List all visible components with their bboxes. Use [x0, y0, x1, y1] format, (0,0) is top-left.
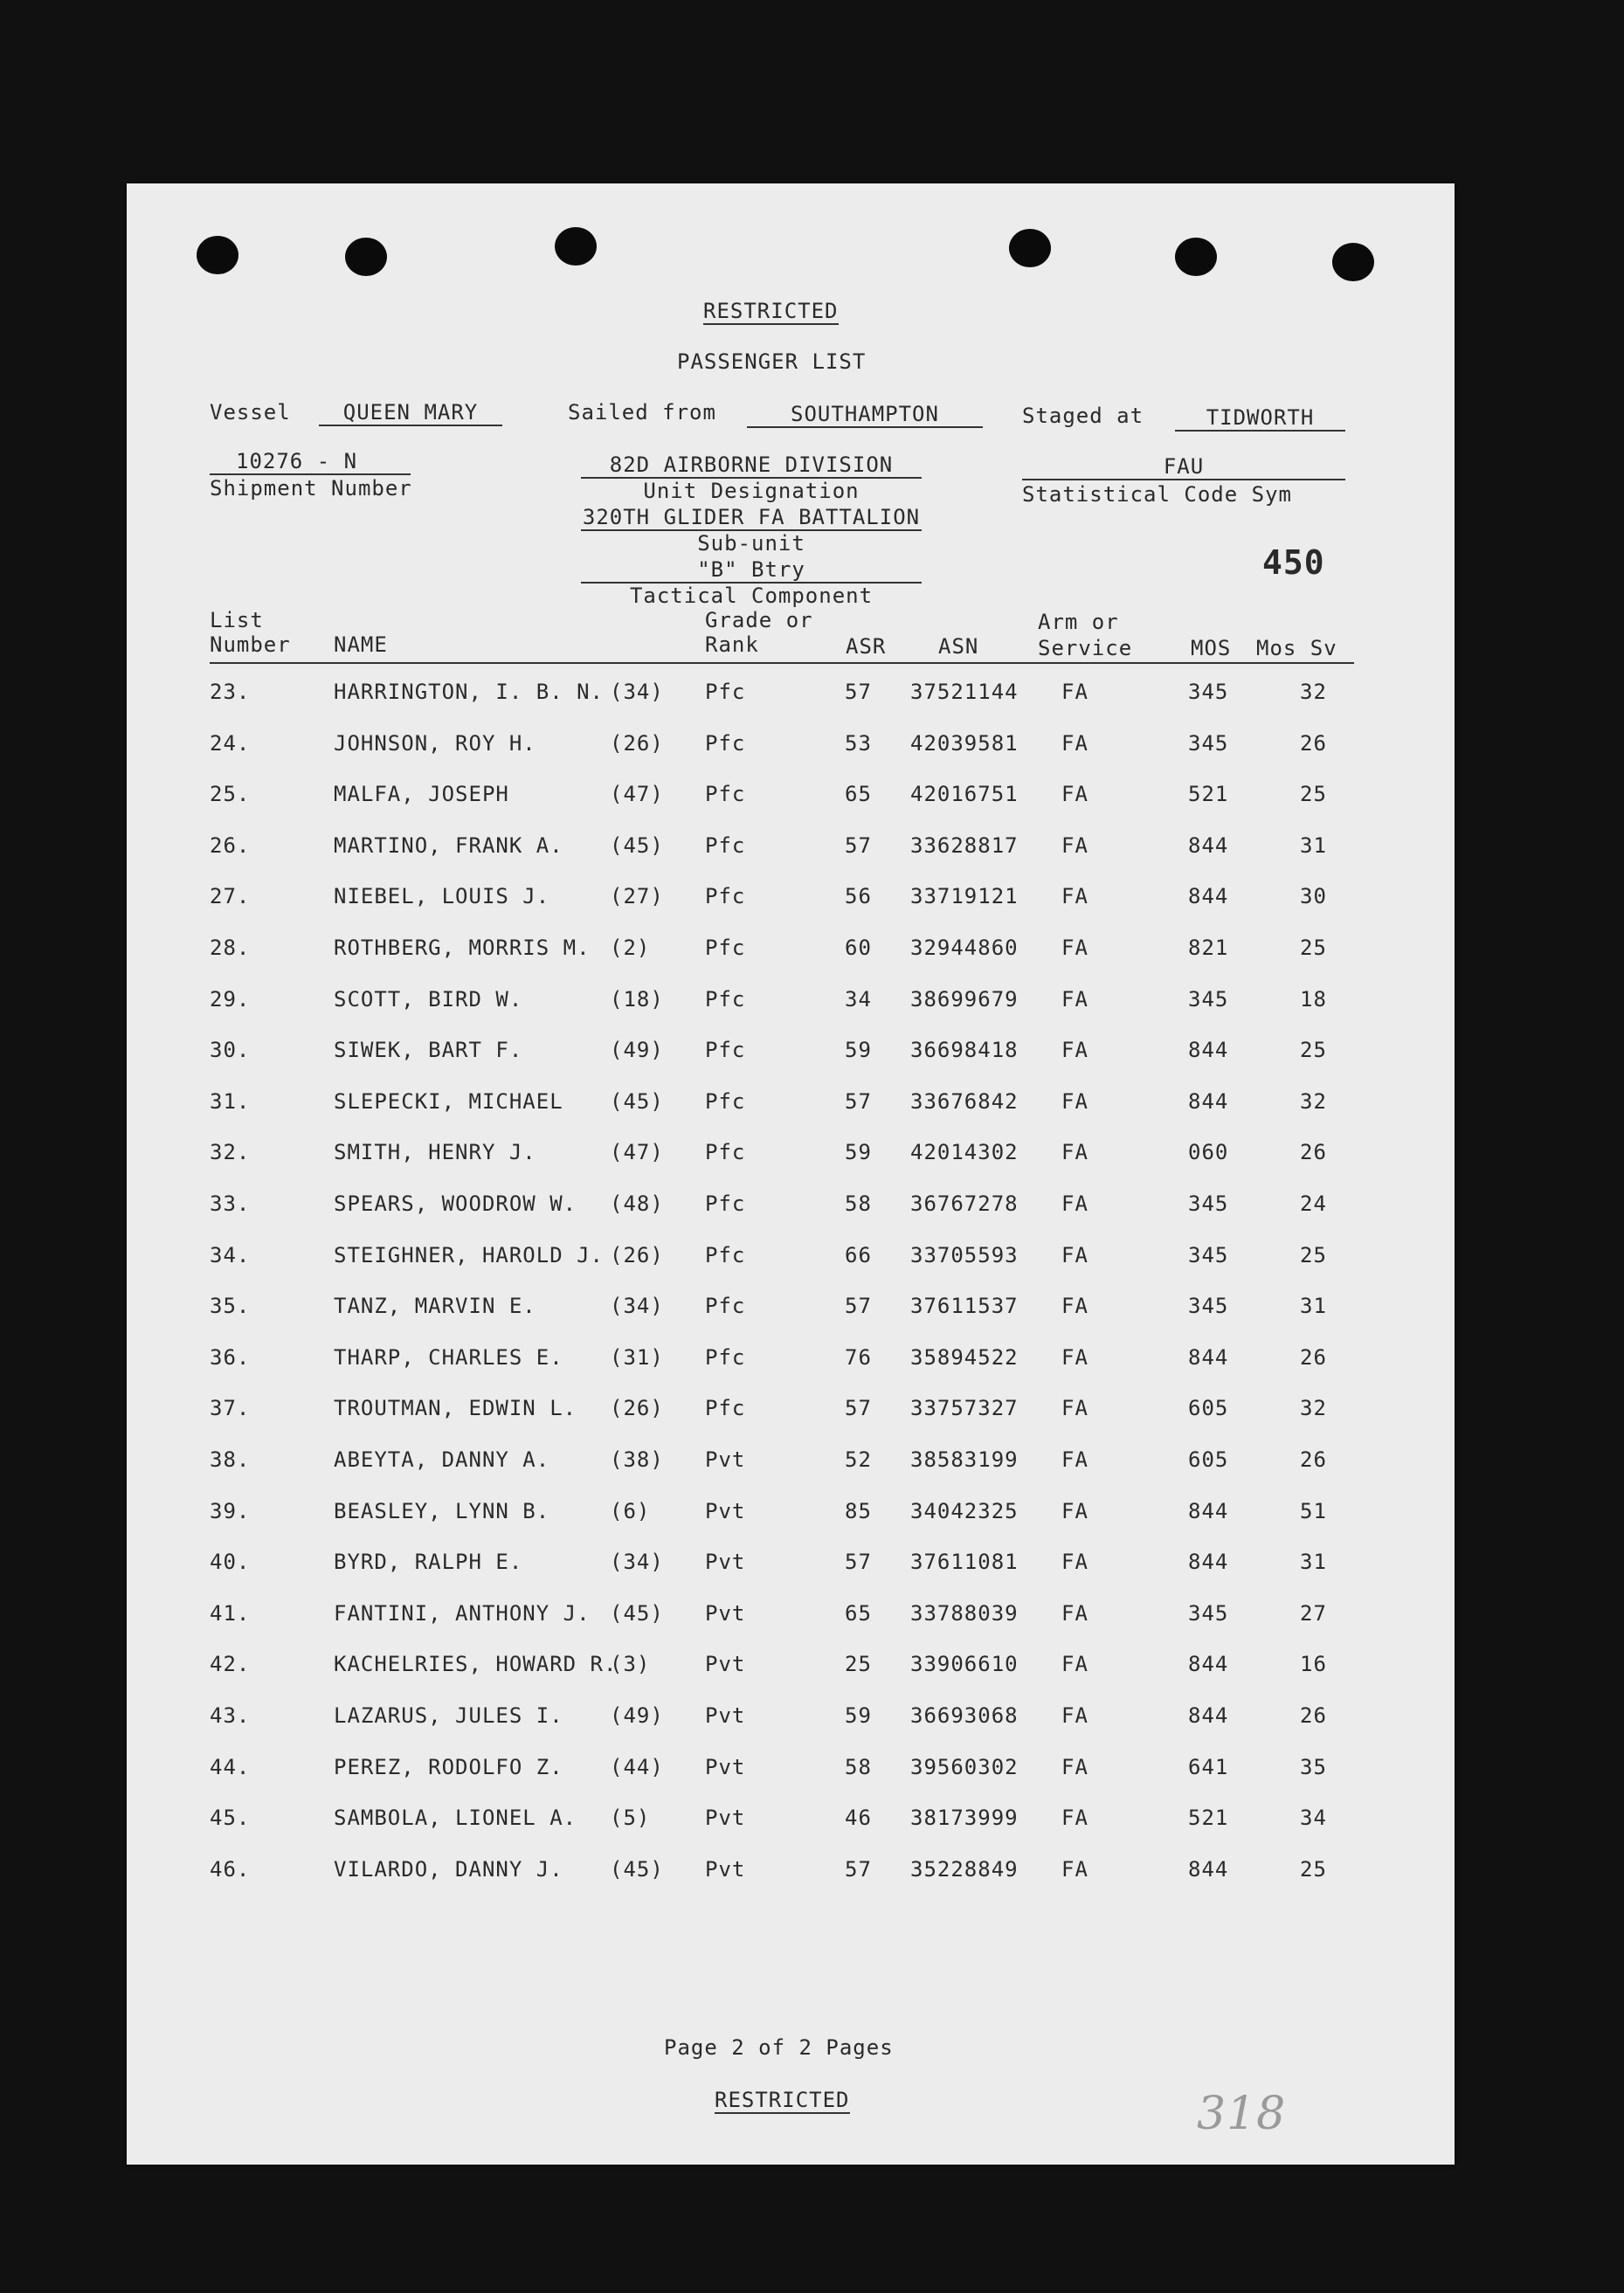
code-cell: (49): [610, 1038, 664, 1063]
col-asn: ASN: [938, 634, 979, 659]
code-cell: (44): [610, 1754, 664, 1779]
unit-designation: 82D AIRBORNE DIVISION: [581, 452, 922, 479]
table-row: [127, 1806, 1455, 1841]
asr-cell: 52: [845, 1447, 872, 1472]
asr-cell: 65: [845, 782, 872, 807]
asn-cell: 37521144: [910, 680, 1019, 704]
classification-top: RESTRICTED: [703, 299, 839, 323]
asn-cell: 36698418: [910, 1038, 1019, 1063]
arm-service-cell: FA: [1061, 1600, 1088, 1626]
mos-sv-cell: 25: [1300, 1242, 1327, 1267]
passenger-name-cell: BEASLEY, LYNN B.: [334, 1498, 550, 1523]
asr-cell: 34: [845, 986, 872, 1012]
mos-cell: 605: [1188, 1396, 1229, 1421]
arm-service-cell: FA: [1061, 1754, 1088, 1779]
mos-sv-cell: 25: [1300, 1038, 1327, 1063]
asn-cell: 33676842: [910, 1088, 1019, 1114]
asn-cell: 33788039: [910, 1600, 1019, 1626]
grade-cell: Pvt: [705, 1600, 746, 1626]
punch-hole: [1009, 229, 1051, 267]
list-number-cell: 26.: [210, 832, 251, 858]
passenger-name-cell: FANTINI, ANTHONY J.: [334, 1600, 591, 1626]
asn-cell: 38583199: [910, 1447, 1019, 1472]
code-cell: (47): [610, 1140, 664, 1165]
passenger-name-cell: SMITH, HENRY J.: [334, 1140, 536, 1165]
arm-service-cell: FA: [1061, 1038, 1088, 1063]
list-number-cell: 28.: [210, 936, 251, 960]
document-sheet: [127, 183, 1455, 2165]
asr-cell: 53: [845, 730, 872, 756]
asr-cell: 57: [845, 1550, 872, 1575]
grade-cell: Pfc: [705, 1344, 746, 1370]
asn-cell: 36693068: [910, 1703, 1019, 1728]
list-number-cell: 42.: [210, 1652, 251, 1677]
code-cell: (45): [610, 1088, 664, 1114]
asr-cell: 56: [845, 884, 872, 909]
passenger-name-cell: SAMBOLA, LIONEL A.: [334, 1806, 577, 1831]
mos-sv-cell: 24: [1300, 1191, 1327, 1216]
asr-cell: 57: [845, 1088, 872, 1114]
col-mos-sv: Mos Sv: [1256, 636, 1337, 660]
grade-cell: Pfc: [705, 884, 746, 909]
code-cell: (5): [610, 1806, 651, 1831]
tactical-label: Tactical Component: [629, 584, 874, 608]
code-cell: (45): [610, 1600, 664, 1626]
passenger-name-cell: TROUTMAN, EDWIN L.: [334, 1396, 577, 1421]
mos-sv-cell: 25: [1300, 1856, 1327, 1882]
arm-service-cell: FA: [1061, 782, 1088, 807]
list-number-cell: 24.: [210, 730, 251, 756]
mos-cell: 844: [1188, 1038, 1229, 1063]
handwritten-number: 318: [1197, 2088, 1287, 2140]
arm-service-cell: FA: [1061, 936, 1088, 960]
subunit-label: Sub-unit: [697, 531, 805, 556]
asn-cell: 35228849: [910, 1856, 1019, 1882]
mos-sv-cell: 26: [1300, 1703, 1327, 1728]
mos-sv-cell: 35: [1300, 1754, 1327, 1779]
unit-label: Unit Designation: [643, 479, 860, 503]
asr-cell: 46: [845, 1806, 872, 1831]
list-number-cell: 36.: [210, 1344, 251, 1370]
mos-sv-cell: 16: [1300, 1652, 1327, 1677]
vessel-label: Vessel: [210, 400, 291, 425]
asr-cell: 57: [845, 680, 872, 704]
col-number: Number: [210, 632, 291, 657]
classification-bottom: RESTRICTED: [715, 2088, 850, 2112]
passenger-name-cell: SPEARS, WOODROW W.: [334, 1191, 577, 1216]
asr-cell: 57: [845, 1856, 872, 1882]
code-cell: (27): [610, 884, 664, 909]
grade-cell: Pvt: [705, 1754, 746, 1779]
list-number-cell: 45.: [210, 1806, 251, 1831]
mos-sv-cell: 32: [1300, 680, 1327, 704]
code-cell: (49): [610, 1703, 664, 1728]
asn-cell: 33705593: [910, 1242, 1019, 1267]
col-service: Service: [1038, 636, 1133, 660]
grade-cell: Pfc: [705, 986, 746, 1012]
grade-cell: Pvt: [705, 1856, 746, 1882]
arm-service-cell: FA: [1061, 1396, 1088, 1421]
grade-cell: Pvt: [705, 1652, 746, 1677]
asr-cell: 65: [845, 1600, 872, 1626]
sailed-value: SOUTHAMPTON: [747, 402, 983, 428]
arm-service-cell: FA: [1061, 1191, 1088, 1216]
asr-cell: 59: [845, 1038, 872, 1063]
arm-service-cell: FA: [1061, 1344, 1088, 1370]
shipment-number: 10276 - N: [210, 449, 411, 475]
col-rank: Rank: [705, 632, 759, 657]
list-number-cell: 44.: [210, 1754, 251, 1779]
asr-cell: 58: [845, 1754, 872, 1779]
code-cell: (18): [610, 986, 664, 1012]
list-number-cell: 29.: [210, 986, 251, 1012]
arm-service-cell: FA: [1061, 1294, 1088, 1319]
mos-sv-cell: 26: [1300, 1447, 1327, 1472]
arm-service-cell: FA: [1061, 1703, 1088, 1728]
col-arm: Arm or: [1038, 610, 1119, 634]
passenger-name-cell: BYRD, RALPH E.: [334, 1550, 523, 1575]
grade-cell: Pvt: [705, 1703, 746, 1728]
document-title: PASSENGER LIST: [677, 349, 867, 374]
table-row: [127, 1396, 1455, 1431]
asr-cell: 57: [845, 1294, 872, 1319]
punch-hole: [197, 236, 238, 274]
punch-hole: [1175, 238, 1217, 276]
code-cell: (38): [610, 1447, 664, 1472]
grade-cell: Pfc: [705, 782, 746, 807]
asr-cell: 57: [845, 832, 872, 858]
grade-cell: Pfc: [705, 832, 746, 858]
passenger-name-cell: MALFA, JOSEPH: [334, 782, 509, 807]
arm-service-cell: FA: [1061, 884, 1088, 909]
table-row: [127, 782, 1455, 817]
grade-cell: Pfc: [705, 1038, 746, 1063]
passenger-name-cell: SLEPECKI, MICHAEL: [334, 1088, 563, 1114]
mos-cell: 844: [1188, 1856, 1229, 1882]
stat-label: Statistical Code Sym: [1022, 482, 1292, 507]
mos-cell: 844: [1188, 1344, 1229, 1370]
shipment-label: Shipment Number: [210, 476, 412, 501]
code-cell: (31): [610, 1344, 664, 1370]
asn-cell: 34042325: [910, 1498, 1019, 1523]
arm-service-cell: FA: [1061, 1242, 1088, 1267]
asn-cell: 35894522: [910, 1344, 1019, 1370]
list-number-cell: 25.: [210, 782, 251, 807]
arm-service-cell: FA: [1061, 986, 1088, 1012]
code-cell: (45): [610, 1856, 664, 1882]
asr-cell: 66: [845, 1242, 872, 1267]
arm-service-cell: FA: [1061, 1447, 1088, 1472]
mos-cell: 345: [1188, 1294, 1229, 1319]
table-row: [127, 1345, 1455, 1380]
mos-sv-cell: 31: [1300, 1294, 1327, 1319]
grade-cell: Pfc: [705, 730, 746, 756]
grade-cell: Pfc: [705, 1294, 746, 1319]
table-row: [127, 1601, 1455, 1636]
table-row: [127, 884, 1455, 919]
arm-service-cell: FA: [1061, 1550, 1088, 1575]
passenger-name-cell: LAZARUS, JULES I.: [334, 1703, 563, 1728]
asr-cell: 85: [845, 1498, 872, 1523]
punch-hole: [345, 238, 387, 276]
asn-cell: 37611537: [910, 1294, 1019, 1319]
grade-cell: Pvt: [705, 1447, 746, 1472]
mos-sv-cell: 32: [1300, 1396, 1327, 1421]
list-number-cell: 30.: [210, 1038, 251, 1063]
list-number-cell: 40.: [210, 1550, 251, 1575]
asn-cell: 33719121: [910, 884, 1019, 909]
col-mos: MOS: [1191, 636, 1232, 660]
grade-cell: Pfc: [705, 936, 746, 960]
mos-cell: 821: [1188, 936, 1229, 960]
mos-cell: 844: [1188, 1088, 1229, 1114]
arm-service-cell: FA: [1061, 832, 1088, 858]
table-row: [127, 1294, 1455, 1329]
list-number-cell: 33.: [210, 1191, 251, 1216]
mos-cell: 521: [1188, 782, 1229, 807]
col-asr: ASR: [846, 634, 887, 659]
code-cell: (34): [610, 1550, 664, 1575]
mos-cell: 345: [1188, 1191, 1229, 1216]
punch-hole: [555, 227, 597, 266]
grade-cell: Pvt: [705, 1498, 746, 1523]
list-number-cell: 39.: [210, 1498, 251, 1523]
mos-cell: 641: [1188, 1754, 1229, 1779]
list-number-cell: 46.: [210, 1856, 251, 1882]
arm-service-cell: FA: [1061, 1088, 1088, 1114]
asn-cell: 42016751: [910, 782, 1019, 807]
table-row: [127, 1703, 1455, 1738]
asn-cell: 33906610: [910, 1652, 1019, 1677]
table-row: [127, 680, 1455, 715]
asn-cell: 36767278: [910, 1191, 1019, 1216]
list-number-cell: 27.: [210, 884, 251, 909]
arm-service-cell: FA: [1061, 1652, 1088, 1677]
staged-label: Staged at: [1022, 404, 1144, 428]
mos-cell: 345: [1188, 730, 1229, 756]
arm-service-cell: FA: [1061, 730, 1088, 756]
mos-cell: 060: [1188, 1140, 1229, 1165]
code-cell: (6): [610, 1498, 651, 1523]
mos-sv-cell: 26: [1300, 730, 1327, 756]
code-cell: (45): [610, 832, 664, 858]
table-row: [127, 1755, 1455, 1790]
asn-cell: 39560302: [910, 1754, 1019, 1779]
mos-cell: 345: [1188, 1600, 1229, 1626]
mos-sv-cell: 51: [1300, 1498, 1327, 1523]
table-row: [127, 1140, 1455, 1175]
asn-cell: 33628817: [910, 832, 1019, 858]
header-rule: [210, 662, 1354, 664]
mos-sv-cell: 25: [1300, 782, 1327, 807]
asr-cell: 60: [845, 936, 872, 960]
list-number-cell: 38.: [210, 1447, 251, 1472]
arm-service-cell: FA: [1061, 1806, 1088, 1831]
asr-cell: 58: [845, 1191, 872, 1216]
list-number-cell: 32.: [210, 1140, 251, 1165]
asn-cell: 38699679: [910, 986, 1019, 1012]
list-number-cell: 37.: [210, 1396, 251, 1421]
table-row: [127, 731, 1455, 766]
list-number-cell: 31.: [210, 1088, 251, 1114]
col-grade: Grade or: [705, 608, 813, 632]
grade-cell: Pfc: [705, 1396, 746, 1421]
col-name: NAME: [334, 632, 388, 657]
mos-sv-cell: 25: [1300, 936, 1327, 960]
list-number-cell: 43.: [210, 1703, 251, 1728]
mos-sv-cell: 18: [1300, 986, 1327, 1012]
mos-cell: 521: [1188, 1806, 1229, 1831]
asr-cell: 59: [845, 1140, 872, 1165]
passenger-name-cell: HARRINGTON, I. B. N.: [334, 680, 604, 704]
code-cell: (2): [610, 936, 651, 960]
grade-cell: Pvt: [705, 1806, 746, 1831]
arm-service-cell: FA: [1061, 1140, 1088, 1165]
code-cell: (26): [610, 1242, 664, 1267]
code-cell: (26): [610, 730, 664, 756]
passenger-name-cell: THARP, CHARLES E.: [334, 1344, 563, 1370]
asr-cell: 76: [845, 1344, 872, 1370]
passenger-name-cell: ROTHBERG, MORRIS M.: [334, 936, 591, 960]
table-row: [127, 1857, 1455, 1892]
passenger-name-cell: ABEYTA, DANNY A.: [334, 1447, 550, 1472]
list-number-cell: 41.: [210, 1600, 251, 1626]
sailed-label: Sailed from: [568, 400, 716, 425]
list-number-cell: 34.: [210, 1242, 251, 1267]
mos-cell: 844: [1188, 884, 1229, 909]
mos-sv-cell: 26: [1300, 1344, 1327, 1370]
staged-value: TIDWORTH: [1175, 405, 1345, 432]
passenger-name-cell: TANZ, MARVIN E.: [334, 1294, 536, 1319]
grade-cell: Pfc: [705, 1242, 746, 1267]
passenger-name-cell: SCOTT, BIRD W.: [334, 986, 523, 1012]
passenger-name-cell: NIEBEL, LOUIS J.: [334, 884, 550, 909]
mos-sv-cell: 32: [1300, 1088, 1327, 1114]
mos-cell: 844: [1188, 1550, 1229, 1575]
asn-cell: 37611081: [910, 1550, 1019, 1575]
arm-service-cell: FA: [1061, 1498, 1088, 1523]
table-row: [127, 1652, 1455, 1687]
mos-cell: 844: [1188, 1703, 1229, 1728]
code-cell: (34): [610, 680, 664, 704]
mos-cell: 345: [1188, 1242, 1229, 1267]
passenger-name-cell: PEREZ, RODOLFO Z.: [334, 1754, 563, 1779]
asn-cell: 33757327: [910, 1396, 1019, 1421]
asn-cell: 42039581: [910, 730, 1019, 756]
mos-sv-cell: 30: [1300, 884, 1327, 909]
code-cell: (34): [610, 1294, 664, 1319]
code-cell: (48): [610, 1191, 664, 1216]
code-cell: (47): [610, 782, 664, 807]
stat-code: FAU: [1022, 454, 1345, 480]
table-row: [127, 1038, 1455, 1073]
mos-cell: 844: [1188, 832, 1229, 858]
grade-cell: Pfc: [705, 1191, 746, 1216]
table-row: [127, 833, 1455, 868]
mos-cell: 844: [1188, 1498, 1229, 1523]
col-list: List: [210, 608, 264, 632]
table-row: [127, 1243, 1455, 1278]
list-number-cell: 35.: [210, 1294, 251, 1319]
code-cell: (3): [610, 1652, 651, 1677]
table-row: [127, 987, 1455, 1022]
page-indicator: Page 2 of 2 Pages: [664, 2035, 894, 2060]
arm-service-cell: FA: [1061, 680, 1088, 704]
mos-cell: 844: [1188, 1652, 1229, 1677]
mos-sv-cell: 34: [1300, 1806, 1327, 1831]
grade-cell: Pfc: [705, 680, 746, 704]
list-number-cell: 23.: [210, 680, 251, 704]
passenger-name-cell: VILARDO, DANNY J.: [334, 1856, 563, 1882]
code-cell: (26): [610, 1396, 664, 1421]
asn-cell: 38173999: [910, 1806, 1019, 1831]
mos-sv-cell: 31: [1300, 1550, 1327, 1575]
asr-cell: 25: [845, 1652, 872, 1677]
mos-sv-cell: 26: [1300, 1140, 1327, 1165]
grade-cell: Pfc: [705, 1088, 746, 1114]
tactical-component: "B" Btry: [581, 557, 922, 584]
stamp-number: 450: [1262, 543, 1325, 582]
table-row: [127, 1191, 1455, 1226]
table-row: [127, 1550, 1455, 1585]
subunit: 320TH GLIDER FA BATTALION: [582, 505, 921, 529]
table-row: [127, 1447, 1455, 1482]
punch-hole: [1332, 243, 1374, 281]
passenger-name-cell: KACHELRIES, HOWARD R.: [334, 1652, 618, 1677]
passenger-name-cell: STEIGHNER, HAROLD J.: [334, 1242, 604, 1267]
table-row: [127, 1089, 1455, 1124]
asr-cell: 57: [845, 1396, 872, 1421]
vessel-value: QUEEN MARY: [319, 400, 502, 426]
asn-cell: 42014302: [910, 1140, 1019, 1165]
mos-cell: 345: [1188, 680, 1229, 704]
passenger-name-cell: JOHNSON, ROY H.: [334, 730, 536, 756]
passenger-name-cell: SIWEK, BART F.: [334, 1038, 523, 1063]
asr-cell: 59: [845, 1703, 872, 1728]
grade-cell: Pvt: [705, 1550, 746, 1575]
mos-sv-cell: 31: [1300, 832, 1327, 858]
passenger-name-cell: MARTINO, FRANK A.: [334, 832, 563, 858]
table-row: [127, 1499, 1455, 1534]
mos-cell: 605: [1188, 1447, 1229, 1472]
arm-service-cell: FA: [1061, 1856, 1088, 1882]
asn-cell: 32944860: [910, 936, 1019, 960]
table-row: [127, 936, 1455, 970]
mos-cell: 345: [1188, 986, 1229, 1012]
grade-cell: Pfc: [705, 1140, 746, 1165]
mos-sv-cell: 27: [1300, 1600, 1327, 1626]
